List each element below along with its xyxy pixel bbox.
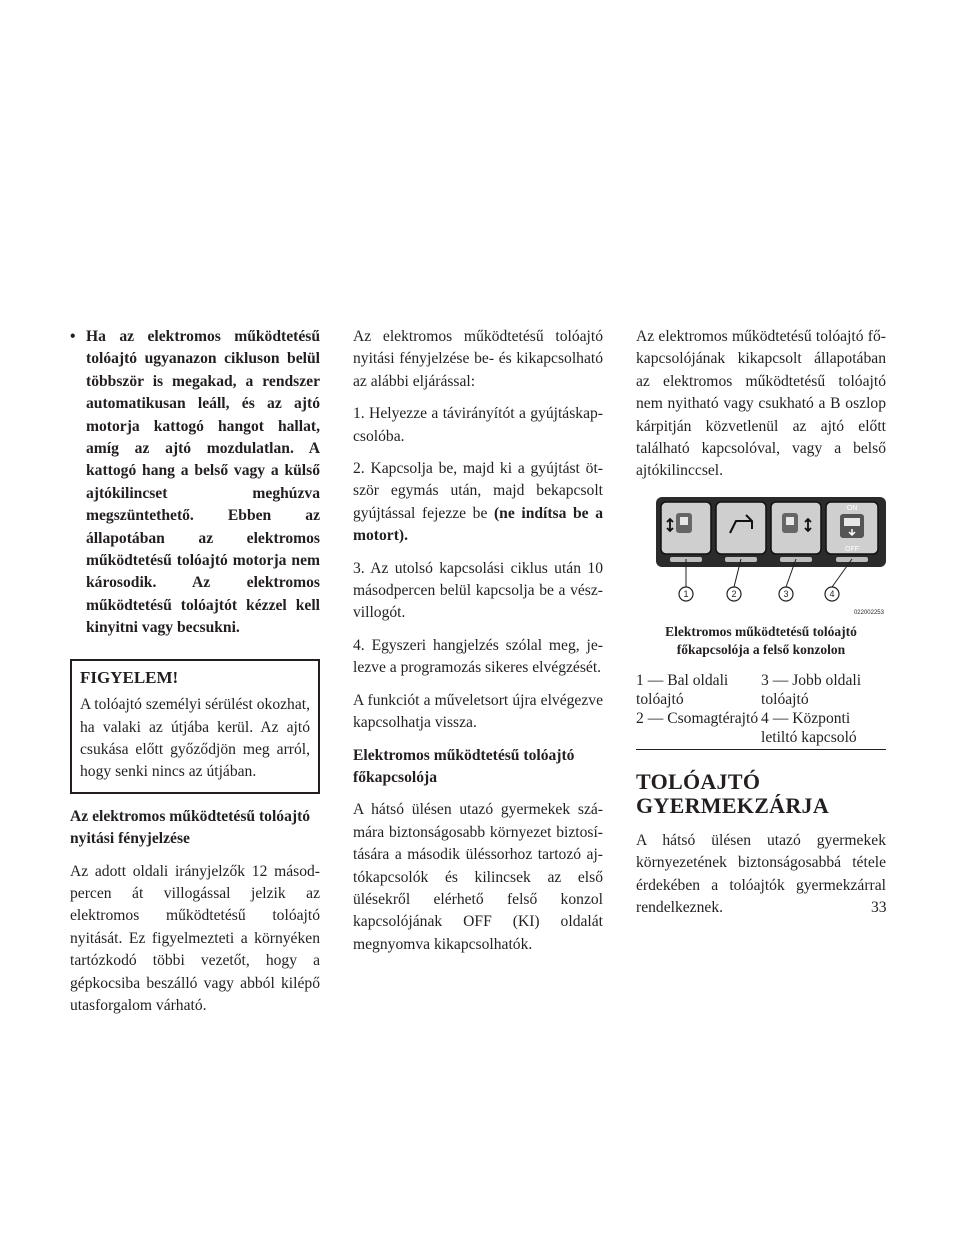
step-2-text: 2. Kapcsolja be, majd ki a gyújtást ötször egymás után, majd bekapcsolt gyújtással fejezze be [353,460,603,522]
column-2 [353,326,603,966]
step-3: 3. Az utolsó kapcsolási ciklus után 10 másodpercen belül kapcsolja be a vészvillogót. [353,559,603,622]
figure-caption: Elektromos működtetésű tolóajtó főkapcsolója a felső konzolon [665,623,857,657]
bullet-text: Ha az elektromos működtetésű tolóajtó ugyanazon cikluson belül többször is megakad, a rendszer automatikusan leáll, és az ajtó motorja kattogó hangot hallat, amíg az ajtó mozdulatlan. A kattogó hang a belső vagy a külső ajtókilincset meghúzva megszüntethető. Ebben az állapotában az elektromos működtetésű tolóajtó motorja nem károsodik. Az elektromos működtetésű tolóajtót kézzel kell kinyitni vagy becsukni. [86,328,320,637]
legend-item: 4 — Központi letiltó kapcsoló [761,709,857,746]
paragraph: A hátsó ülésen utazó gyermekek környezetének biztonságosabbá tétele érdekében a tolóajtók gyermekzárral rendelkeznek. [636,831,886,917]
legend-row [636,671,886,709]
callout-1-label: 1 [683,588,689,599]
section-subheading: Az elektromos működtetésű tolóajtó nyitási fényjelzése [70,807,311,848]
paragraph-intro: Az elektromos működtetésű tolóajtó nyitási fényjelzése be- és kikapcsolható az alábbi eljárással: [353,328,603,390]
legend-item: 3 — Jobb oldali tolóajtó [761,671,862,708]
figure-legend [636,671,886,750]
column-1 [70,326,320,1027]
paragraph: A hátsó ülésen utazó gyermekek számára biztonságosabb környezet biztosítására a második üléssorhoz tartozó ajtókapcsolók és kilincsek az első ülésekről elérhető felső konzol kapcsolójának OFF (KI) oldalát megnyomva kikapcsolhatók. [353,801,603,953]
warning-title: FIGYELEM! [80,667,179,687]
paragraph: Az elektromos működtetésű tolóajtó főkapcsolójának kikapcsolt állapotában az elektromos működtetésű tolóajtó nem nyitható vagy csukható a B oszlop kárpitján közvetlenül az ajtó előtt található kapcsolóval, vagy a belső ajtókilinccsel. [636,328,886,480]
column-3 [636,326,886,929]
legend-item: 2 — Csomagtérajtó [636,709,759,727]
right-sliding-door-switch [771,502,821,562]
section-subheading: Elektromos működtetésű tolóajtó főkapcsolója [353,746,575,786]
off-label: OFF [845,545,859,553]
left-sliding-door-switch [661,502,711,562]
switch-panel-figure [656,497,886,617]
warning-box [70,659,320,794]
step-2-bold: (ne indítsa be a motort). [353,504,603,545]
legend-row [636,709,886,747]
bullet-icon: • [70,328,76,345]
figure-code: 022002253 [853,609,884,616]
step-1: 1. Helyezze a távirányítót a gyújtáskapcsolóba. [353,405,603,445]
callout-3-label: 3 [783,588,789,599]
section-heading: TOLÓAJTÓ GYERMEKZÁRJA [636,768,830,818]
on-label: ON [846,504,858,512]
legend-item: 1 — Bal oldali tolóajtó [636,671,729,708]
paragraph: A funkciót a műveletsort újra elvégezve kapcsolhatja vissza. [353,691,603,732]
step-2 [353,458,603,548]
callout-2-label: 2 [731,588,737,599]
paragraph: Az adott oldali irányjelzők 12 másodpercen át villogással jelzik az elektromos működtetésű tolóajtó nyitását. Ez figyelmezteti a környéken tartózkodó többi vezetőt, hogy a gépkocsiba beszálló vagy abból kilépő utasforgalom várható. [70,862,320,1014]
callout-4-label: 4 [829,588,835,599]
switch-panel-illustration [656,497,886,617]
warning-text: A tolóajtó személyi sérülést okozhat, ha valaki az útjába kerül. Az ajtó csukása előtt győződjön meg arról, hogy senki nincs az útjában. [80,696,310,781]
step-4: 4. Egyszeri hangjelzés szólal meg, jelezve a programozás sikeres elvégzését. [353,636,603,677]
page-number: 33 [871,899,887,916]
liftgate-switch [716,502,766,562]
bullet-item [70,326,320,640]
